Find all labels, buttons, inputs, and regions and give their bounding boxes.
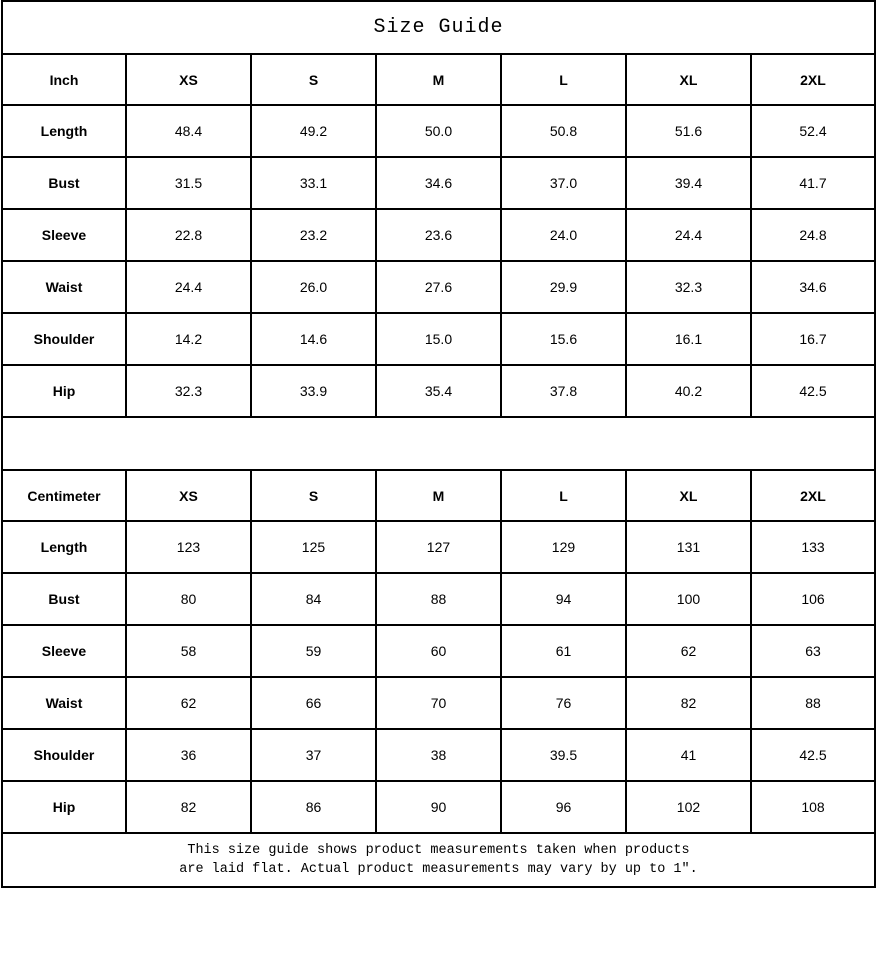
measurement-value-cell: 23.6 (376, 209, 501, 261)
measurement-value-cell: 23.2 (251, 209, 376, 261)
footer-section (2, 833, 875, 887)
measurement-value-cell: 90 (376, 781, 501, 833)
measurement-value-cell: 37.8 (501, 365, 626, 417)
measurement-value-cell: 106 (751, 573, 875, 625)
size-header-cell: 2XL (751, 470, 875, 521)
unit-header-cell: Centimeter (2, 470, 126, 521)
table-row (2, 157, 875, 209)
measurement-value-cell: 41.7 (751, 157, 875, 209)
measurement-value-cell: 16.7 (751, 313, 875, 365)
measurement-label-cell: Shoulder (2, 729, 126, 781)
size-header-cell: 2XL (751, 54, 875, 105)
size-header-cell: S (251, 470, 376, 521)
measurement-value-cell: 52.4 (751, 105, 875, 157)
measurement-label-cell: Hip (2, 365, 126, 417)
measurement-value-cell: 50.8 (501, 105, 626, 157)
title-row (2, 1, 875, 54)
measurement-value-cell: 15.6 (501, 313, 626, 365)
measurement-label-cell: Waist (2, 677, 126, 729)
measurement-label-cell: Hip (2, 781, 126, 833)
measurement-value-cell: 82 (126, 781, 251, 833)
measurement-value-cell: 127 (376, 521, 501, 573)
measurement-value-cell: 70 (376, 677, 501, 729)
measurement-label-cell: Length (2, 521, 126, 573)
measurement-value-cell: 37 (251, 729, 376, 781)
measurement-value-cell: 41 (626, 729, 751, 781)
table-row (2, 261, 875, 313)
measurement-value-cell: 34.6 (376, 157, 501, 209)
measurement-value-cell: 42.5 (751, 729, 875, 781)
measurement-value-cell: 24.4 (126, 261, 251, 313)
measurement-value-cell: 33.9 (251, 365, 376, 417)
measurement-label-cell: Sleeve (2, 625, 126, 677)
measurement-value-cell: 32.3 (626, 261, 751, 313)
footer-note-line-2: are laid flat. Actual product measurements may vary by up to 1″. (179, 862, 698, 877)
measurement-value-cell: 131 (626, 521, 751, 573)
measurement-label-cell: Waist (2, 261, 126, 313)
page-title: Size Guide (2, 1, 875, 54)
size-header-row (2, 54, 875, 105)
footer-note-line-1: This size guide shows product measurements taken when products (187, 843, 690, 858)
measurement-value-cell: 108 (751, 781, 875, 833)
footer-note (2, 833, 875, 887)
measurement-value-cell: 129 (501, 521, 626, 573)
measurement-value-cell: 62 (126, 677, 251, 729)
measurement-label-cell: Sleeve (2, 209, 126, 261)
size-header-cell: XL (626, 54, 751, 105)
measurement-value-cell: 88 (751, 677, 875, 729)
footer-row (2, 833, 875, 887)
measurement-value-cell: 63 (751, 625, 875, 677)
table-row (2, 625, 875, 677)
size-header-cell: L (501, 470, 626, 521)
measurement-value-cell: 22.8 (126, 209, 251, 261)
measurement-value-cell: 50.0 (376, 105, 501, 157)
measurement-value-cell: 61 (501, 625, 626, 677)
measurement-label-cell: Shoulder (2, 313, 126, 365)
spacer-section (2, 417, 875, 470)
size-header-cell: L (501, 54, 626, 105)
table-row (2, 209, 875, 261)
measurement-value-cell: 102 (626, 781, 751, 833)
unit-header-cell: Inch (2, 54, 126, 105)
measurement-value-cell: 16.1 (626, 313, 751, 365)
measurement-value-cell: 66 (251, 677, 376, 729)
measurement-value-cell: 24.4 (626, 209, 751, 261)
measurement-value-cell: 15.0 (376, 313, 501, 365)
table-row (2, 729, 875, 781)
measurement-value-cell: 36 (126, 729, 251, 781)
size-header-cell: XS (126, 54, 251, 105)
measurement-value-cell: 123 (126, 521, 251, 573)
size-guide-table (1, 0, 876, 888)
measurement-value-cell: 88 (376, 573, 501, 625)
size-header-cell: M (376, 54, 501, 105)
size-header-cell: XL (626, 470, 751, 521)
table-row (2, 105, 875, 157)
measurement-value-cell: 26.0 (251, 261, 376, 313)
measurement-label-cell: Bust (2, 573, 126, 625)
inch-table-section (2, 54, 875, 417)
measurement-value-cell: 24.0 (501, 209, 626, 261)
table-row (2, 677, 875, 729)
measurement-value-cell: 24.8 (751, 209, 875, 261)
size-header-cell: S (251, 54, 376, 105)
table-row (2, 313, 875, 365)
measurement-value-cell: 59 (251, 625, 376, 677)
measurement-value-cell: 29.9 (501, 261, 626, 313)
measurement-value-cell: 35.4 (376, 365, 501, 417)
spacer-cell (2, 417, 875, 470)
table-row (2, 573, 875, 625)
measurement-value-cell: 49.2 (251, 105, 376, 157)
measurement-value-cell: 125 (251, 521, 376, 573)
centimeter-table-section (2, 470, 875, 833)
measurement-value-cell: 82 (626, 677, 751, 729)
table-row (2, 781, 875, 833)
measurement-value-cell: 42.5 (751, 365, 875, 417)
measurement-value-cell: 34.6 (751, 261, 875, 313)
table-row (2, 365, 875, 417)
measurement-value-cell: 39.5 (501, 729, 626, 781)
title-section (2, 1, 875, 54)
measurement-value-cell: 76 (501, 677, 626, 729)
measurement-value-cell: 94 (501, 573, 626, 625)
measurement-value-cell: 33.1 (251, 157, 376, 209)
measurement-value-cell: 31.5 (126, 157, 251, 209)
measurement-value-cell: 80 (126, 573, 251, 625)
measurement-value-cell: 37.0 (501, 157, 626, 209)
measurement-value-cell: 32.3 (126, 365, 251, 417)
measurement-value-cell: 40.2 (626, 365, 751, 417)
measurement-value-cell: 60 (376, 625, 501, 677)
measurement-label-cell: Bust (2, 157, 126, 209)
measurement-value-cell: 38 (376, 729, 501, 781)
measurement-value-cell: 27.6 (376, 261, 501, 313)
measurement-value-cell: 51.6 (626, 105, 751, 157)
measurement-value-cell: 48.4 (126, 105, 251, 157)
measurement-value-cell: 39.4 (626, 157, 751, 209)
table-spacer-row (2, 417, 875, 470)
size-header-row (2, 470, 875, 521)
measurement-value-cell: 14.2 (126, 313, 251, 365)
measurement-value-cell: 133 (751, 521, 875, 573)
measurement-value-cell: 14.6 (251, 313, 376, 365)
size-header-cell: XS (126, 470, 251, 521)
size-header-cell: M (376, 470, 501, 521)
measurement-value-cell: 86 (251, 781, 376, 833)
measurement-value-cell: 100 (626, 573, 751, 625)
measurement-value-cell: 96 (501, 781, 626, 833)
measurement-value-cell: 62 (626, 625, 751, 677)
table-row (2, 521, 875, 573)
measurement-label-cell: Length (2, 105, 126, 157)
measurement-value-cell: 58 (126, 625, 251, 677)
measurement-value-cell: 84 (251, 573, 376, 625)
